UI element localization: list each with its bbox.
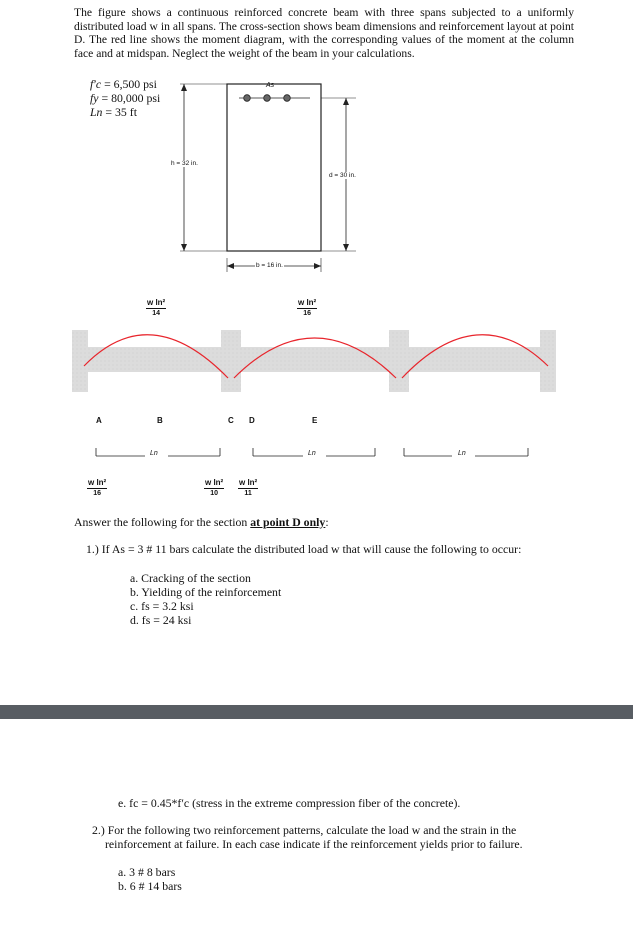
point-d-label: D [249,416,255,425]
d-dim-arrow-bottom [343,244,349,251]
beam-moment-diagram [0,320,633,470]
problem-intro: The figure shows a continuous reinforced concrete beam with three spans subjected to a uniformly distributed load w in all spans. The cross-section shows beam dimensions and reinforcement layout at point D. The red line shows the moment diagram, with the corresponding values of the moment at the column face and at midspan. Neglect the weight of the beam in your calculations. [74,6,574,60]
param-ln-symbol: Ln [90,105,103,119]
cross-section-drawing [0,0,633,290]
point-e-label: E [312,416,318,425]
q1-item-d: d. fs = 24 ksi [130,613,192,627]
question-lead: Answer the following for the section [74,515,251,529]
rebar-3 [284,95,291,102]
b-dim-arrow-right [314,263,321,269]
span-label-2: Ln [308,450,316,457]
h-dim-arrow-top [181,84,187,91]
rebar-2 [264,95,271,102]
point-c-label: C [228,416,234,425]
moment-a-numerator: w ln² [88,478,107,487]
column-a [72,330,88,392]
moment-c1-numerator: w ln² [205,478,224,487]
h-dim-label: h = 32 in. [171,160,198,167]
q1-item-b: b. Yielding of the reinforcement [130,585,282,599]
moment-c2-denominator: 11 [244,490,252,497]
moment-label-support-c-right [238,478,258,497]
param-fy-symbol: fy [90,91,99,105]
q2-item-a: a. 3 # 8 bars [118,865,176,879]
section-outline [227,84,321,251]
question-instructions [74,515,329,530]
moment-label-support-b [146,298,166,317]
span-label-3: Ln [458,450,466,457]
h-dim-arrow-bottom [181,244,187,251]
question-emphasis: at point D only [250,515,326,529]
moment-b-denominator: 14 [152,310,160,317]
q1-item-e: e. fc = 0.45*f′c (stress in the extreme compression fiber of the concrete). [118,796,461,810]
b-dim-arrow-left [227,263,234,269]
param-fy-value: = 80,000 psi [101,91,161,105]
moment-b-numerator: w ln² [147,298,166,307]
param-ln-value: = 35 ft [105,105,137,119]
question-2: 2.) For the following two reinforcement patterns, calculate the load w and the strain in the reinforcement at failure. In each case indicate if the reinforcement yields prior to failure. [92,823,523,851]
column-c [221,330,241,392]
q1-item-a: a. Cracking of the section [130,571,251,585]
d-dim-arrow-top [343,98,349,105]
b-dim-label: b = 16 in. [256,262,283,269]
moment-mid-denominator: 16 [303,310,311,317]
point-b-label: B [157,416,163,425]
point-a-label: A [96,416,102,425]
moment-label-end-a [87,478,107,497]
moment-c2-numerator: w ln² [239,478,258,487]
as-label: As [266,82,275,89]
q2-item-b: b. 6 # 14 bars [118,879,182,893]
rebar-1 [244,95,251,102]
page-divider [0,705,633,719]
moment-label-support-c-left [204,478,224,497]
span-label-1: Ln [150,450,158,457]
question-colon: : [325,515,329,529]
question-1: 1.) If As = 3 # 11 bars calculate the distributed load w that will cause the following to occur: [86,542,522,556]
d-dim-label: d = 30 in. [329,172,356,179]
param-fc-symbol: f′c [90,77,102,91]
moment-c1-denominator: 10 [210,490,218,497]
param-fc-value: = 6,500 psi [104,77,157,91]
moment-mid-numerator: w ln² [298,298,317,307]
q1-item-c: c. fs = 3.2 ksi [130,599,194,613]
beam-body [72,347,556,372]
column-3 [389,330,409,392]
moment-a-denominator: 16 [93,490,101,497]
moment-label-midspan [297,298,317,317]
